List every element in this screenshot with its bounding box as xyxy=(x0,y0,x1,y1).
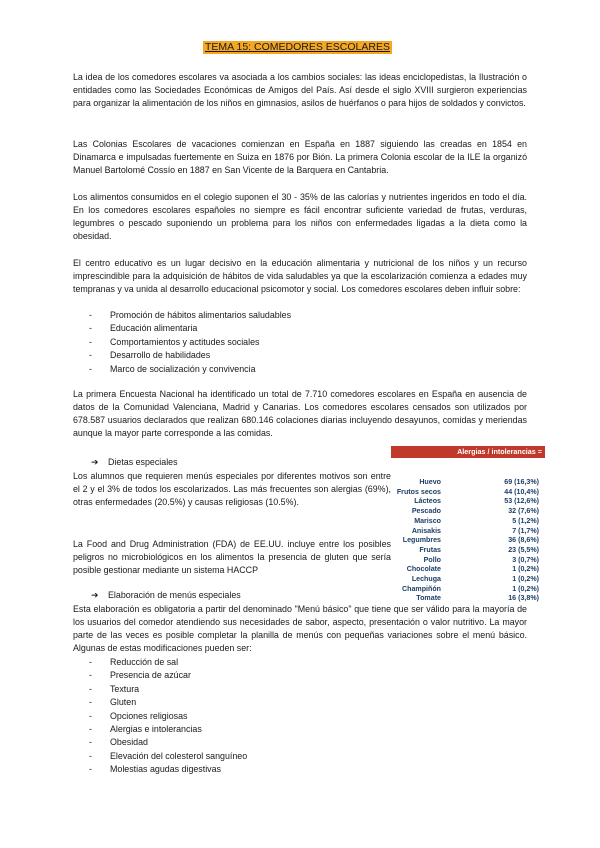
list-item: - Elevación del colesterol sanguíneo xyxy=(89,750,248,761)
modifications-list xyxy=(89,656,247,777)
paragraph-history: La idea de los comedores escolares va asociada a los cambios sociales: las ideas enciclopedistas, la Ilustración o entidades como las Sociedades Económicas de Amigos del País. Así desde el siglo XVIII surgieron experiencias para organizar la alimentación de los niños en gimnasios, asilos de huérfanos o para hijos de soldados y convictos. xyxy=(73,72,527,108)
page-title: TEMA 15: COMEDORES ESCOLARES xyxy=(205,41,390,53)
allergy-row xyxy=(391,546,545,556)
dietas-paragraph: Los alumnos que requieren menús especiales por diferentes motivos son entre el 2 y el 3% de todos los escolarizados. Las más frecuentes son alergias (69%), otras enfermedades (20.5%) y causas religiosas (10.5%). xyxy=(73,471,391,507)
allergy-row xyxy=(391,527,545,537)
allergy-value: 53 (12,6%) xyxy=(504,497,539,506)
allergy-value: 5 (1,2%) xyxy=(512,516,539,525)
influence-list xyxy=(89,309,291,376)
list-item: - Molestias agudas digestivas xyxy=(89,764,221,775)
allergy-value: 32 (7,6%) xyxy=(508,507,539,516)
allergy-name: Frutos secos xyxy=(396,487,441,496)
allergy-name: Pescado xyxy=(411,507,441,516)
list-item: - Opciones religiosas xyxy=(89,710,188,721)
allergy-value: 69 (16,3%) xyxy=(504,478,539,486)
allergy-name: Lácteos xyxy=(414,497,441,506)
allergy-row xyxy=(391,575,545,585)
fda-paragraph: La Food and Drug Administration (FDA) de EE.UU. incluye entre los posibles peligros no microbiológicos en los alimentos la presencia de gluten que sería posible gestionar mediante un sistema HACCP xyxy=(73,539,391,575)
list-item: - Educación alimentaria xyxy=(89,323,198,334)
allergy-row xyxy=(391,536,545,546)
allergy-row xyxy=(391,565,545,575)
allergy-name: Huevo xyxy=(419,478,441,486)
allergy-row xyxy=(391,517,545,527)
allergy-value: 1 (0,2%) xyxy=(512,575,539,584)
allergy-row xyxy=(391,507,545,517)
list-item: - Promoción de hábitos alimentarios saludables xyxy=(89,310,292,320)
list-item: - Reducción de sal xyxy=(89,657,179,667)
allergy-row xyxy=(391,478,545,488)
allergy-name: Tomate xyxy=(416,594,441,603)
dietas-heading: ➔ Dietas especiales xyxy=(91,457,178,467)
allergy-value: 7 (1,7%) xyxy=(512,526,539,535)
paragraph-centro-educativo: El centro educativo es un lugar decisivo en la educación alimentaria y nutricional de los niños y un recurso imprescindible para la adquisición de hábitos de vida saludables ya que la escolarización comienza a edades muy tempranas y va unida al desarrollo educacional psicomotor y social. Los comedores escolares deben influir sobre: xyxy=(73,258,527,294)
menus-heading: ➔ Elaboración de menús especiales xyxy=(91,590,241,600)
allergy-row xyxy=(391,585,545,595)
allergy-row xyxy=(391,488,545,498)
paragraph-encuesta: La primera Encuesta Nacional ha identificado un total de 7.710 comedores escolares en España en ausencia de datos de la Comunidad Valenciana, Madrid y Canarias. Los comedores escolares censados son utilizados por 678.587 usuarios declarados que realizan 680.146 colaciones diarias incluyendo desayunos, comidas y meriendas aunque la mayor parte corresponde a las comidas. xyxy=(73,389,527,438)
list-item: - Textura xyxy=(89,683,140,694)
allergy-value: 44 (10,4%) xyxy=(504,487,539,496)
allergy-row xyxy=(391,556,545,566)
allergy-name: Lechuga xyxy=(411,575,441,584)
allergy-name: Marisco xyxy=(414,516,441,525)
allergy-name: Chocolate xyxy=(406,565,441,574)
allergy-value: 1 (0,2%) xyxy=(512,565,539,574)
allergy-name: Champiñón xyxy=(401,584,441,593)
allergy-name: Legumbres xyxy=(402,536,441,545)
allergy-row xyxy=(391,497,545,507)
list-item: - Desarrollo de habilidades xyxy=(89,350,211,361)
paragraph-alimentos: Los alimentos consumidos en el colegio suponen el 30 - 35% de las calorías y nutrientes ingeridos en todo el día. En los comedores escolares españoles no siempre es fácil encontrar suficiente variedad de frutas, verduras, legumbres o pescado suponiendo un problema para los niños con enfermedades ligadas a la dieta como la obesidad. xyxy=(73,192,527,241)
allergy-name: Anisakis xyxy=(411,526,441,535)
allergy-value: 23 (5,5%) xyxy=(508,545,539,554)
arrow-icon: ➔ xyxy=(91,457,99,467)
allergy-value: 16 (3,8%) xyxy=(508,594,539,603)
allergy-name: Frutas xyxy=(419,545,441,554)
list-item: - Comportamientos y actitudes sociales xyxy=(89,336,260,347)
paragraph-colonias: Las Colonias Escolares de vacaciones comienzan en España en 1887 siguiendo las creadas en 1854 en Dinamarca e impulsadas fuertemente en Suiza en 1876 por Bión. La primera Colonia escolar de la ILE la organizó Manuel Bartolomé Cossío en 1887 en San Vicente de la Barquera en Cantabria. xyxy=(73,139,527,175)
allergy-name: Pollo xyxy=(423,555,441,564)
list-item: - Presencia de azúcar xyxy=(89,670,191,681)
arrow-icon: ➔ xyxy=(91,590,99,600)
allergy-table-body xyxy=(391,478,545,604)
allergy-value: 36 (8,6%) xyxy=(508,536,539,545)
menus-paragraph: Esta elaboración es obligatoria a partir del denominado "Menú básico" que tiene que ser válido para la mayoría de los usuarios del comedor atendiendo sus necesidades de sabor, aspecto, presentación o valor nutritivo. La mayor parte de las veces es posible completar la planilla de menús con pequeñas variaciones sobre el menú básico. Algunas de estas modificaciones pueden ser: xyxy=(73,604,527,653)
list-item: - Gluten xyxy=(89,697,137,708)
list-item: - Marco de socialización y convivencia xyxy=(89,363,256,374)
allergy-table xyxy=(391,446,545,604)
allergy-table-header: Alergias / intolerancias = xyxy=(391,446,545,458)
list-item: - Alergias e intolerancias xyxy=(89,724,202,735)
allergy-value: 1 (0,2%) xyxy=(512,584,539,593)
list-item: - Obesidad xyxy=(89,737,148,748)
allergy-value: 3 (0,7%) xyxy=(512,555,539,564)
